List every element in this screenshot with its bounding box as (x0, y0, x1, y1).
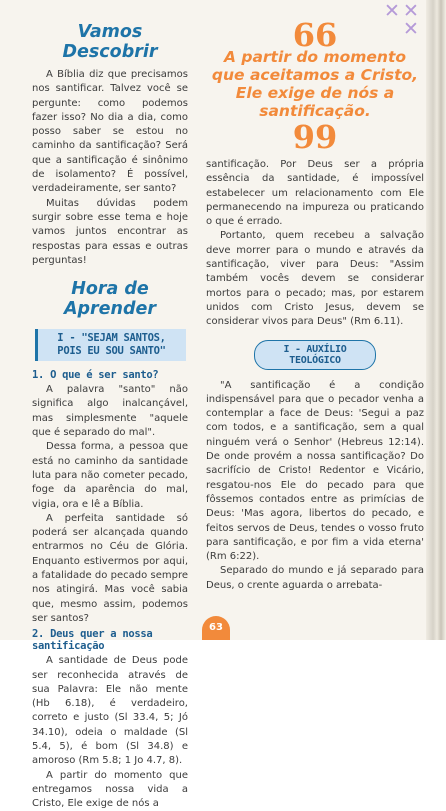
section-title-hora-de-aprender: Hora de Aprender (63, 279, 157, 320)
subheading: 1. O que é ser santo? (32, 369, 159, 382)
paragraph: Muitas dúvidas podem surgir sobre esse tema e hoje vamos juntos encontrar as respostas para essas e outras perguntas! (32, 197, 188, 266)
left-column (32, 22, 188, 811)
pull-quote: A partir do momento que aceitamos a Cristo, Ele exige de nós a santificação. (211, 48, 419, 120)
topic-banner (35, 329, 186, 361)
paragraph: A santidade de Deus pode ser reconhecida através de sua Palavra: Ele não mente (Hb 6.18), é verdadeiro, correto e justo (Sl 33.4, 5; Jó 34.10), odeia o maldade (Sl 5.4, 5), é bom (Sl 34.8) e amoroso (Rm 5.8; 1 Jo 4.7, 8). (32, 655, 188, 767)
paragraph: Separado do mundo e já separado para Deus, o crente aguarda o arrebata- (206, 565, 424, 591)
right-column (206, 16, 424, 593)
x-mark-icon: ✕ (403, 18, 419, 40)
x-mark-icon: ✕ (384, 0, 400, 22)
section-title-vamos-descobrir: Vamos Descobrir (62, 22, 158, 62)
paragraph: A perfeita santidade só poderá ser alcançada quando entrarmos no Céu de Glória. Enquanto estivermos por aqui, a fatalidade do pecado sempre nos atingirá. Mas você sabia que, mesmo assim, podemos ser santos? (32, 512, 188, 624)
paragraph: santificação. Por Deus ser a própria essência da santidade, é impossível estabelecer um relacionamento com Ele permanecendo na impureza ou praticando o que é errado. (206, 159, 424, 228)
paragraph: "A santificação é a condição indispensável para que o pecador venha a contemplar a face de Deus: 'Segui a paz com todos, e a santificação, sem a qual ninguém verá o Senhor' (Hebreus 12:14). De onde provém a nossa santificação? Do sacrifício de Cristo! Redentor e Vicário, resgatou-nos Ele do pecado para que fôssemos contados entre as primícias de Deus: 'Mas agora, libertos do pecado, e feitos servos de Deus, tendes o vosso fruto para santificação, e por fim a vida eterna' (Rm 6:22). (206, 379, 424, 563)
paragraph: A palavra "santo" não significa algo inalcançável, mas simplesmente "aquele que é separado do mal". (32, 384, 188, 439)
paragraph: Portanto, quem recebeu a salvação deve morrer para o mundo e através da santificação, viver para Deus: "Assim também vocês devem se considerar mortos para o pecado; mas, por estarem unidos com Cristo Jesus, devem se considerar vivos para Deus" (Rm 6.11). (206, 230, 424, 328)
banner-line: I - "SEJAM SANTOS, (57, 332, 166, 345)
banner-line: POIS EU SOU SANTO" (57, 345, 166, 358)
open-quote-icon: 66 (292, 16, 338, 54)
paragraph: A Bíblia diz que precisamos nos santificar. Talvez você se pergunte: como podemos fazer isso? No dia a dia, como posso saber se estou no caminho da santificação? Será que a santificação é sinônimo de isolamento? É possível, verdadeiramente, ser santo? (32, 69, 188, 195)
subheading: 2. Deus quer a nossa santificação (32, 628, 153, 653)
page-edge-stack (426, 0, 446, 640)
topic-pill: I - AUXÍLIO TEOLÓGICO (254, 340, 376, 370)
paragraph: Dessa forma, a pessoa que está no caminho da santidade luta para não cometer pecado, foge da aparência do mal, vigia, ora e lê a Bíblia. (32, 441, 188, 510)
close-quote-icon: 99 (292, 118, 338, 156)
page-number: 63 (202, 616, 230, 640)
paragraph: A partir do momento que entregamos nossa vida a Cristo, Ele exige de nós a (32, 769, 188, 810)
x-mark-icon: ✕ (403, 0, 419, 22)
